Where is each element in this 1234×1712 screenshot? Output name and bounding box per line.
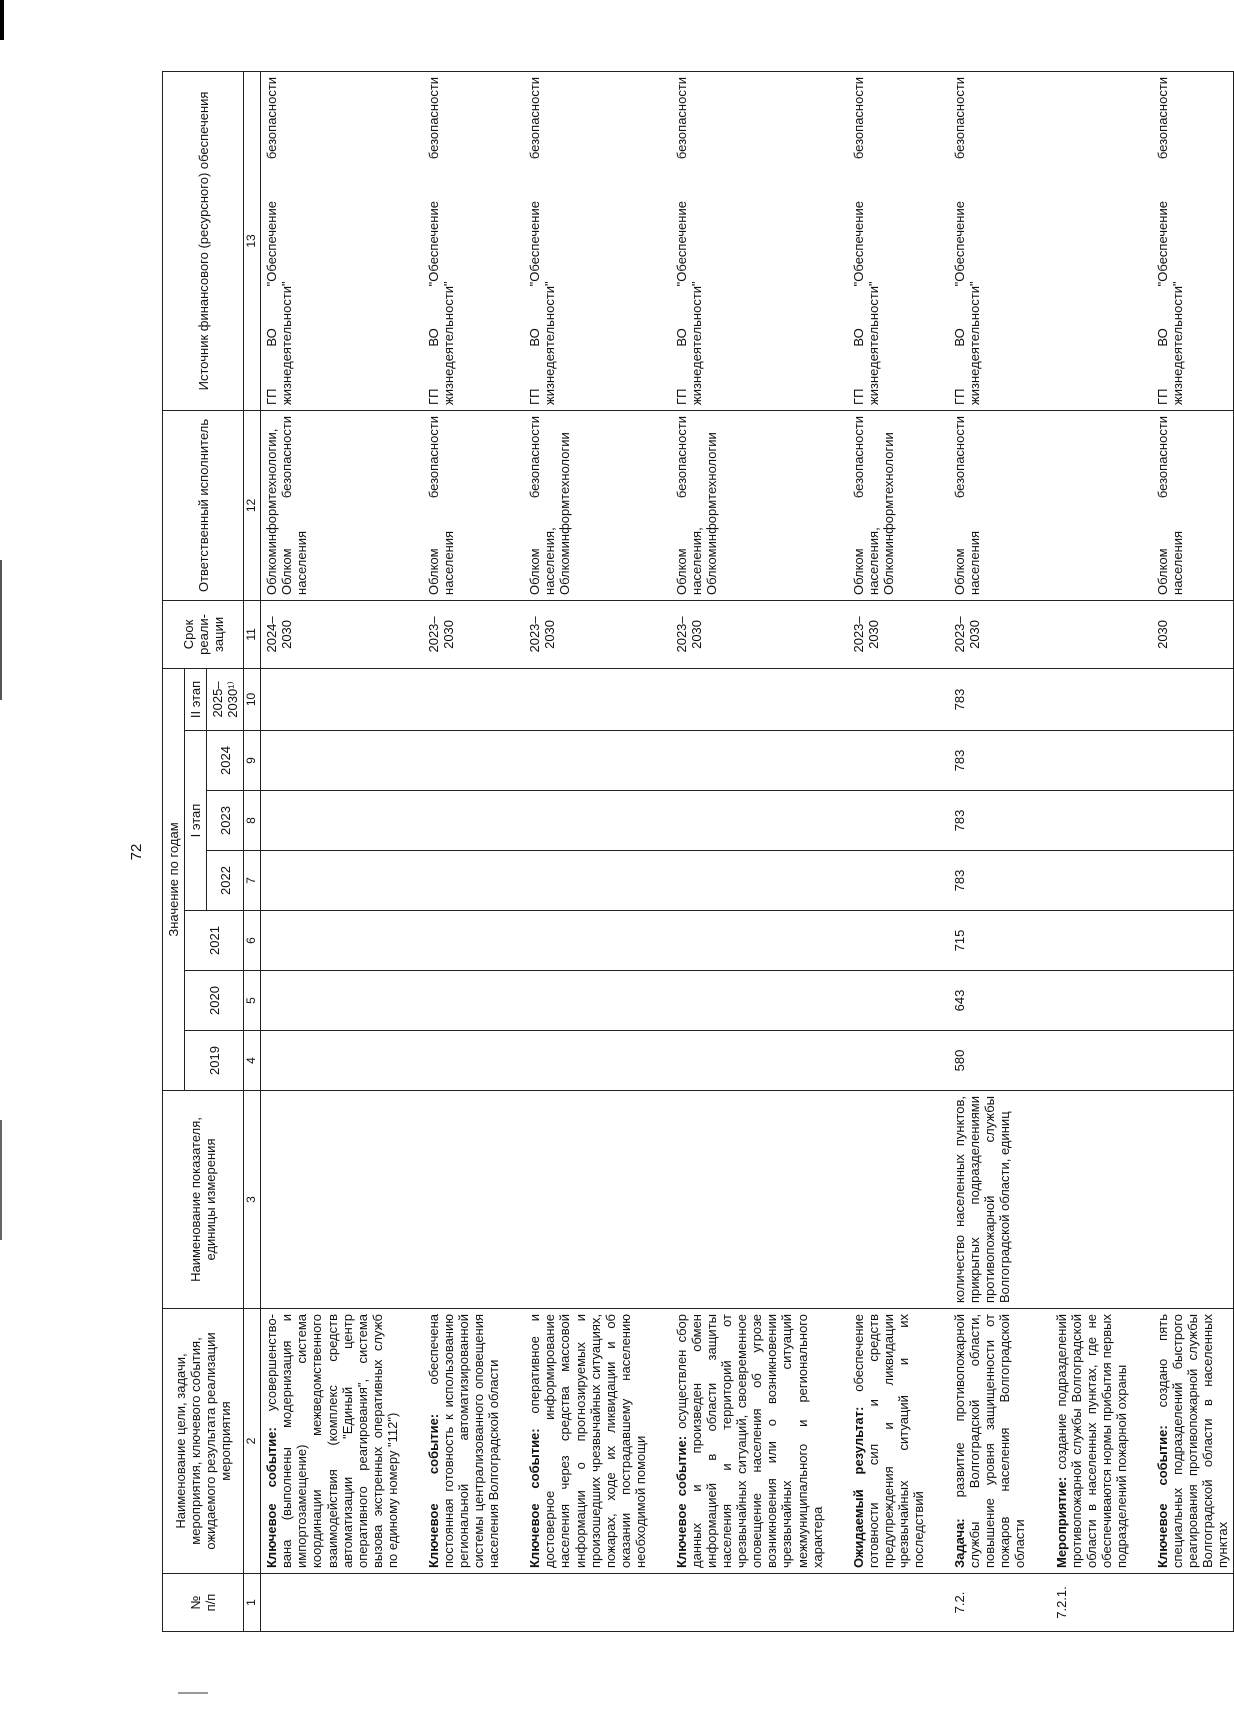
- row-indicator: количество населенных пунктов, прикрытых подразделениями противопожарной службы Волгоградской области, единиц: [949, 1091, 1030, 1309]
- spacer-cell: [828, 1091, 848, 1309]
- value-2021: [261, 911, 403, 971]
- row-spacer: [929, 71, 949, 1631]
- value-2023: 783: [949, 791, 1030, 851]
- value-2020: [671, 971, 828, 1031]
- header-year-2022: 2022: [207, 851, 244, 911]
- row-term: [1051, 600, 1132, 668]
- value-2022: [261, 851, 403, 911]
- spacer-cell: [504, 791, 524, 851]
- spacer-cell: [1132, 911, 1152, 971]
- spacer-cell: [403, 971, 423, 1031]
- spacer-cell: [504, 1091, 524, 1309]
- row-name: [524, 1309, 651, 1574]
- row-executor: Облком безопасности населения: [423, 410, 504, 600]
- value-2024: [671, 731, 828, 791]
- row-text: обеспечена постоянная готовность к использованию региональной автоматизированной системы централизованного оповещения населения Волгоградской области: [425, 1314, 502, 1568]
- value-2022: [524, 851, 651, 911]
- row-executor: Облком безопасности населения: [949, 410, 1030, 600]
- row-spacer: [403, 71, 423, 1631]
- value-2023: [423, 791, 504, 851]
- spacer-cell: [403, 410, 423, 600]
- spacer-cell: [828, 600, 848, 668]
- spacer-cell: [929, 971, 949, 1031]
- column-number: 9: [244, 731, 261, 791]
- row-lead: Задача:: [952, 1518, 968, 1568]
- spacer-cell: [828, 71, 848, 410]
- spacer-cell: [929, 1091, 949, 1309]
- spacer-cell: [403, 911, 423, 971]
- value-2019: [524, 1031, 651, 1091]
- spacer-cell: [1132, 1091, 1152, 1309]
- scan-edge-mark: [0, 1120, 2, 1240]
- spacer-cell: [651, 1031, 671, 1091]
- row-source: ГП ВО "Обеспечение безопасности жизнедеятельности": [671, 71, 828, 410]
- value-2024: 783: [949, 731, 1030, 791]
- value-2019: [848, 1031, 929, 1091]
- spacer-cell: [929, 1031, 949, 1091]
- spacer-cell: [403, 600, 423, 668]
- scan-edge-mark: [0, 0, 4, 40]
- value-2024: [261, 731, 403, 791]
- row-number: [261, 1574, 403, 1632]
- spacer-cell: [651, 791, 671, 851]
- value-2020: [423, 971, 504, 1031]
- row-executor: Облком безопасности населения, Облкоминформтехнологии: [848, 410, 929, 600]
- spacer-cell: [504, 731, 524, 791]
- row-indicator: [423, 1091, 504, 1309]
- spacer-cell: [504, 851, 524, 911]
- spacer-cell: [651, 600, 671, 668]
- spacer-cell: [504, 1031, 524, 1091]
- column-number: 3: [244, 1091, 261, 1309]
- value-2020: [261, 971, 403, 1031]
- column-number: 12: [244, 410, 261, 600]
- row-text: обеспечение готовности сил и средств предупреждения и ликвидации чрезвычайных ситуаций и их последствий: [850, 1314, 927, 1568]
- value-2021: [1152, 911, 1234, 971]
- spacer-cell: [403, 851, 423, 911]
- row-spacer: [828, 71, 848, 1631]
- value-2019: [1051, 1031, 1132, 1091]
- value-2021: [671, 911, 828, 971]
- value-2021: [423, 911, 504, 971]
- spacer-cell: [1031, 911, 1051, 971]
- value-2022: [423, 851, 504, 911]
- spacer-cell: [403, 1309, 423, 1574]
- spacer-cell: [929, 911, 949, 971]
- value-2020: 643: [949, 971, 1030, 1031]
- table-row: [261, 71, 403, 1631]
- row-number: [671, 1574, 828, 1632]
- table-row: [848, 71, 929, 1631]
- row-name: [1051, 1309, 1132, 1574]
- table-row: [1152, 71, 1234, 1631]
- spacer-cell: [1031, 1574, 1051, 1632]
- spacer-cell: [504, 1574, 524, 1632]
- row-term: 2023– 2030: [671, 600, 828, 668]
- value-2025-2030: 783: [949, 668, 1030, 730]
- spacer-cell: [929, 71, 949, 410]
- spacer-cell: [828, 1574, 848, 1632]
- spacer-cell: [1132, 668, 1152, 730]
- table-row: [1051, 71, 1132, 1631]
- column-number: 4: [244, 1031, 261, 1091]
- row-executor: Облком безопасности населения: [1152, 410, 1234, 600]
- value-2024: [524, 731, 651, 791]
- row-spacer: [1031, 71, 1051, 1631]
- row-lead: Ожидаемый результат:: [850, 1406, 866, 1568]
- column-number: 1: [244, 1574, 261, 1632]
- value-2019: [671, 1031, 828, 1091]
- value-2023: [848, 791, 929, 851]
- plan-table: [162, 71, 1234, 1632]
- spacer-cell: [1132, 1031, 1152, 1091]
- value-2025-2030: [524, 668, 651, 730]
- value-2024: [1152, 731, 1234, 791]
- spacer-cell: [929, 1574, 949, 1632]
- spacer-cell: [1132, 791, 1152, 851]
- spacer-cell: [1031, 1309, 1051, 1574]
- spacer-cell: [651, 971, 671, 1031]
- value-2020: [1152, 971, 1234, 1031]
- value-2022: [671, 851, 828, 911]
- row-source: ГП ВО "Обеспечение безопасности жизнедеятельности": [848, 71, 929, 410]
- spacer-cell: [828, 410, 848, 600]
- value-2022: [1152, 851, 1234, 911]
- header-executor: Ответственный исполнитель: [163, 410, 244, 600]
- document-page: [112, 52, 1231, 1652]
- spacer-cell: [929, 600, 949, 668]
- row-name: [848, 1309, 929, 1574]
- spacer-cell: [651, 1091, 671, 1309]
- spacer-cell: [1132, 71, 1152, 410]
- spacer-cell: [828, 731, 848, 791]
- value-2019: [261, 1031, 403, 1091]
- row-name: [1152, 1309, 1234, 1574]
- row-spacer: [504, 71, 524, 1631]
- value-2024: [1051, 731, 1132, 791]
- row-indicator: [1051, 1091, 1132, 1309]
- spacer-cell: [1031, 851, 1051, 911]
- table-row: [524, 71, 651, 1631]
- row-name: [671, 1309, 828, 1574]
- value-2021: [1051, 911, 1132, 971]
- table-row: [949, 71, 1030, 1631]
- spacer-cell: [1132, 1574, 1152, 1632]
- spacer-cell: [1031, 971, 1051, 1031]
- spacer-cell: [1031, 71, 1051, 410]
- row-spacer: [651, 71, 671, 1631]
- spacer-cell: [403, 1031, 423, 1091]
- row-text: усовершенство-вана (выполнены модернизация и импортозамещение) система координации межведомственного взаимодействия (комплекс средств автоматизации "Единый центр оперативного реагирования", система вызова экстренных оперативных служб по единому номеру "112"): [264, 1314, 400, 1568]
- row-lead: Ключевое событие:: [527, 1428, 543, 1568]
- header-stage-1: I этап: [185, 731, 207, 911]
- row-term: 2023– 2030: [423, 600, 504, 668]
- column-number: 13: [244, 71, 261, 410]
- spacer-cell: [828, 1309, 848, 1574]
- spacer-cell: [651, 1574, 671, 1632]
- spacer-cell: [651, 911, 671, 971]
- row-name: [423, 1309, 504, 1574]
- header-year-2020: 2020: [185, 971, 244, 1031]
- column-number: 2: [244, 1309, 261, 1574]
- value-2022: [1051, 851, 1132, 911]
- value-2025-2030: [423, 668, 504, 730]
- row-number: 7.2.1.: [1051, 1574, 1132, 1632]
- spacer-cell: [1132, 731, 1152, 791]
- table-row: [423, 71, 504, 1631]
- row-term: 2023– 2030: [949, 600, 1030, 668]
- row-lead: Ключевое событие:: [1154, 1425, 1170, 1568]
- row-name: [949, 1309, 1030, 1574]
- scan-edge-mark: [178, 1692, 208, 1694]
- spacer-cell: [1132, 1309, 1152, 1574]
- spacer-cell: [929, 410, 949, 600]
- spacer-cell: [504, 911, 524, 971]
- value-2025-2030: [261, 668, 403, 730]
- value-2023: [524, 791, 651, 851]
- row-number: [524, 1574, 651, 1632]
- spacer-cell: [403, 1091, 423, 1309]
- row-executor: Облкоминформтехнологии, Облком безопасности населения: [261, 410, 403, 600]
- table-body: [261, 71, 1234, 1631]
- spacer-cell: [929, 668, 949, 730]
- value-2025-2030: [671, 668, 828, 730]
- value-2022: 783: [949, 851, 1030, 911]
- row-term: 2023– 2030: [848, 600, 929, 668]
- row-lead: Мероприятие:: [1053, 1476, 1069, 1568]
- column-number: 11: [244, 600, 261, 668]
- value-2020: [848, 971, 929, 1031]
- row-text: осуществлен сбор данных и произведен обмен информацией в области защиты населения и территорий от чрезвычайных ситуаций, своевременное оповещение населения об угрозе возникновения или о возникновении чрезвычайных ситуаций межмуниципального и регионального характера: [673, 1314, 825, 1568]
- column-number: 10: [244, 668, 261, 730]
- column-number: 5: [244, 971, 261, 1031]
- spacer-cell: [651, 731, 671, 791]
- table-row: [671, 71, 828, 1631]
- row-indicator: [1152, 1091, 1234, 1309]
- row-indicator: [671, 1091, 828, 1309]
- row-lead: Ключевое событие:: [425, 1413, 441, 1568]
- header-name: Наименование цели, задачи, мероприятия, ключевого события, ожидаемого результата реализации мероприятия: [163, 1309, 244, 1574]
- value-2021: 715: [949, 911, 1030, 971]
- value-2023: [1152, 791, 1234, 851]
- row-term: 2023– 2030: [524, 600, 651, 668]
- table-header: [163, 71, 261, 1631]
- page-number: 72: [128, 843, 145, 861]
- row-source: ГП ВО "Обеспечение безопасности жизнедеятельности": [261, 71, 403, 410]
- spacer-cell: [1132, 851, 1152, 911]
- value-2024: [848, 731, 929, 791]
- spacer-cell: [504, 410, 524, 600]
- value-2019: [1152, 1031, 1234, 1091]
- value-2020: [1051, 971, 1132, 1031]
- row-term: 2024– 2030: [261, 600, 403, 668]
- value-2025-2030: [848, 668, 929, 730]
- spacer-cell: [929, 1309, 949, 1574]
- header-years-2025-2030: 2025–2030¹⁾: [207, 668, 244, 730]
- spacer-cell: [651, 71, 671, 410]
- value-2023: [261, 791, 403, 851]
- spacer-cell: [929, 731, 949, 791]
- spacer-cell: [1031, 1031, 1051, 1091]
- header-indicator: Наименование показателя, единицы измерения: [163, 1091, 244, 1309]
- value-2025-2030: [1051, 668, 1132, 730]
- spacer-cell: [651, 1309, 671, 1574]
- value-2023: [1051, 791, 1132, 851]
- spacer-cell: [504, 71, 524, 410]
- spacer-cell: [828, 1031, 848, 1091]
- column-number: 8: [244, 791, 261, 851]
- row-indicator: [261, 1091, 403, 1309]
- value-2020: [524, 971, 651, 1031]
- row-name: [261, 1309, 403, 1574]
- value-2025-2030: [1152, 668, 1234, 730]
- header-year-2023: 2023: [207, 791, 244, 851]
- spacer-cell: [828, 668, 848, 730]
- spacer-cell: [403, 791, 423, 851]
- row-source: ГП ВО "Обеспечение безопасности жизнедеятельности": [1152, 71, 1234, 410]
- spacer-cell: [1031, 410, 1051, 600]
- spacer-cell: [1031, 791, 1051, 851]
- header-source: Источник финансового (ресурсного) обеспечения: [163, 71, 244, 410]
- value-2019: 580: [949, 1031, 1030, 1091]
- header-term: Срок реали-зации: [163, 600, 244, 668]
- row-source: ГП ВО "Обеспечение безопасности жизнедеятельности": [423, 71, 504, 410]
- value-2019: [423, 1031, 504, 1091]
- row-number: 7.2.: [949, 1574, 1030, 1632]
- header-year-2019: 2019: [185, 1031, 244, 1091]
- column-numbers-row: [244, 71, 261, 1631]
- value-2023: [671, 791, 828, 851]
- spacer-cell: [1132, 410, 1152, 600]
- value-2022: [848, 851, 929, 911]
- row-indicator: [524, 1091, 651, 1309]
- row-executor: Облком безопасности населения, Облкоминформтехнологии: [524, 410, 651, 600]
- header-no: № п/п: [163, 1574, 244, 1632]
- spacer-cell: [504, 1309, 524, 1574]
- row-text: оперативное и достоверное информирование населения через средства массовой информации о прогнозируемых и произошедших чрезвычайных ситуациях, пожарах, ходе их ликвидации и об оказании пострадавшему населению необходимой помощи: [527, 1314, 648, 1568]
- spacer-cell: [1132, 971, 1152, 1031]
- spacer-cell: [828, 911, 848, 971]
- column-number: 7: [244, 851, 261, 911]
- scan-edge-mark: [0, 560, 2, 700]
- row-source: ГП ВО "Обеспечение безопасности жизнедеятельности": [524, 71, 651, 410]
- header-year-2024: 2024: [207, 731, 244, 791]
- value-2021: [524, 911, 651, 971]
- spacer-cell: [403, 1574, 423, 1632]
- row-executor: Облком безопасности населения, Облкоминформтехнологии: [671, 410, 828, 600]
- spacer-cell: [828, 851, 848, 911]
- row-text: создание подразделений противопожарной службы Волгоградской области в населенных пунктах, где не обеспечиваются нормы прибытия первых подразделений пожарной охраны: [1053, 1314, 1129, 1568]
- spacer-cell: [828, 791, 848, 851]
- row-term: 2030: [1152, 600, 1234, 668]
- header-values-by-year: Значение по годам: [163, 668, 185, 1090]
- spacer-cell: [504, 971, 524, 1031]
- spacer-cell: [1031, 731, 1051, 791]
- row-text: создано пять специальных подразделений быстрого реагирования противопожарной службы Волгоградской области в населенных пунктах: [1154, 1314, 1231, 1568]
- spacer-cell: [504, 668, 524, 730]
- spacer-cell: [828, 971, 848, 1031]
- spacer-cell: [403, 71, 423, 410]
- column-number: 6: [244, 911, 261, 971]
- spacer-cell: [403, 668, 423, 730]
- spacer-cell: [1132, 600, 1152, 668]
- row-lead: Ключевое событие:: [673, 1435, 689, 1568]
- row-lead: Ключевое событие:: [264, 1427, 280, 1568]
- header-stage-2: II этап: [185, 668, 207, 730]
- spacer-cell: [929, 851, 949, 911]
- row-spacer: [1132, 71, 1152, 1631]
- spacer-cell: [504, 600, 524, 668]
- spacer-cell: [403, 731, 423, 791]
- value-2021: [848, 911, 929, 971]
- row-number: [1152, 1574, 1234, 1632]
- row-number: [848, 1574, 929, 1632]
- spacer-cell: [1031, 668, 1051, 730]
- value-2024: [423, 731, 504, 791]
- spacer-cell: [651, 851, 671, 911]
- spacer-cell: [1031, 600, 1051, 668]
- row-indicator: [848, 1091, 929, 1309]
- row-source: ГП ВО "Обеспечение безопасности жизнедеятельности": [949, 71, 1030, 410]
- header-year-2021: 2021: [185, 911, 244, 971]
- row-text: развитие противопожарной службы Волгоградской области, повышение уровня защищенности от пожаров населения Волгоградской области: [952, 1314, 1028, 1568]
- spacer-cell: [1031, 1091, 1051, 1309]
- row-executor: [1051, 410, 1132, 600]
- row-source: [1051, 71, 1132, 410]
- spacer-cell: [651, 668, 671, 730]
- spacer-cell: [929, 791, 949, 851]
- row-number: [423, 1574, 504, 1632]
- spacer-cell: [651, 410, 671, 600]
